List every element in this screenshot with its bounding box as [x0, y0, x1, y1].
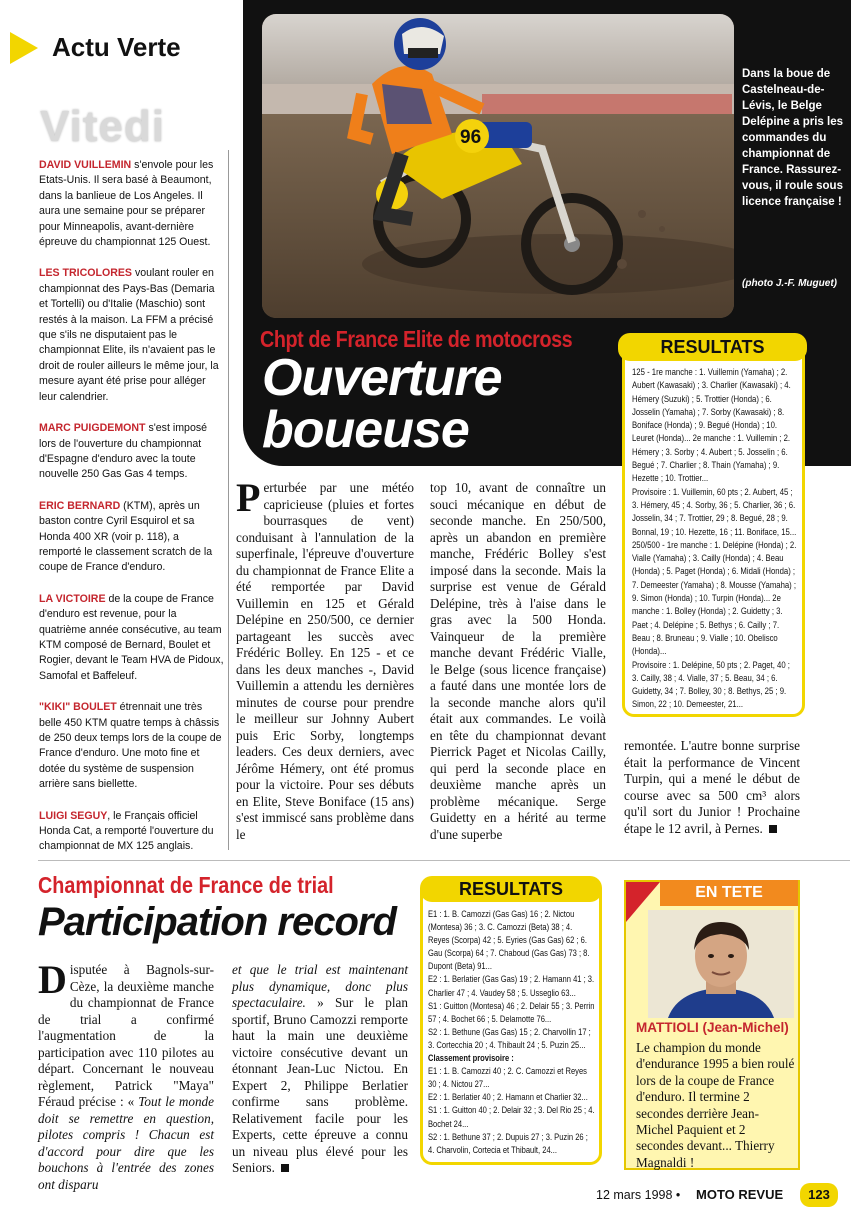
results-title: RESULTATS [420, 876, 602, 902]
issue-date: 12 mars 1998 • [596, 1188, 681, 1202]
en-tete-title: EN TETE [660, 880, 798, 906]
brief-item: LUIGI SEGUY, le Français officiel Honda Cat, a remporté l'ouverture du championnat de MX 125 anglais. [39, 809, 214, 853]
bike-number: 96 [460, 127, 482, 148]
article-column-2: top 10, avant de connaître un souci mécanique en début de seconde manche. En 250/500, après un abandon en première manche, Frédéric Bolley s'est imposé dans la seconde. Mais la surprise est venue de Gérald Delépine, très à l'aise dans le gras avec la 500 Honda. Vainqueur de la première manche devant Frédéric Vialle, le Belge (sous licence française) a fauté dans une montée lors de la seconde manche alors qu'il était aux commandes. Le voilà en tête du championnat devant Pierrick Paget et Nicolas Cailly, qui perd la seconde place en deuxième manche après un problème mécanique. Serge Guidetty en a hérité au terme d'une superbe [430, 480, 606, 842]
rubric-title: Vitedi [40, 102, 166, 151]
section-divider [38, 860, 850, 861]
results-line: E1 : 1. B. Camozzi 40 ; 2. C. Camozzi et Reyes 30 ; 4. Nictou 27... [428, 1066, 587, 1090]
trial-headline: Participation record [38, 900, 396, 944]
results-line: S1 : 1. Guitton 40 ; 2. Delair 32 ; 3. Del Rio 25 ; 4. Bochet 24... [428, 1105, 595, 1129]
rider-portrait [648, 910, 794, 1018]
photo-caption: Dans la boue de Castelneau-de-Lévis, le Belge Delépine a pris les commandes du championnat de France. Rassurez-vous, il roule sous licence française ! [742, 68, 843, 208]
trial-column-2: et que le trial est maintenant plus dynamique, donc plus spectaculaire. » Sur le plan sportif, Bruno Camozzi remporte haut la main une deuxième victoire consécutive devant un étonnant Jean-Luc Nictou. En Expert 2, Philippe Berlatier confirme sans problème. Relativement facile pour les Experts, cette épreuve a connu un niveau plus élevé pour les Seniors. [232, 962, 408, 1175]
results-text [632, 366, 797, 712]
magazine-name: MOTO REVUE [696, 1187, 784, 1202]
news-briefs-sidebar [39, 158, 224, 871]
results-line: E2 : 1. Berlatier 40 ; 2. Hamann et Charlier 32... [428, 1092, 588, 1103]
dropcap: P [236, 475, 261, 520]
results-line: S1 : Guitton (Montesa) 46 ; 2. Delair 55 ; 3. Perrin 57 ; 4. Bochet 66 ; 5. Delamotte 76... [428, 1000, 595, 1024]
results-line: E1 : 1. B. Camozzi (Gas Gas) 16 ; 2. Nictou (Montesa) 36 ; 3. C. Camozzi (Beta) 38 ; 4. Reyes (Scorpa) 42 ; 5. Eyries (Gas Gas) 62 ; 6. Gau (Scorpa) 64 ; 7. Chaboud (Gas Gas) 73 ; 8. Dupont (Beta) 91... [428, 909, 590, 972]
photo-credit: (photo J.-F. Muguet) [742, 278, 837, 289]
en-tete-text: Le champion du monde d'endurance 1995 a bien roulé lors de la coupe de France d'enduro. Il termine 2 secondes derrière Jean-Michel Paquient et 2 secondes devant... Thierry Magnaldi ! [636, 1040, 795, 1170]
section-arrow-icon [10, 32, 38, 64]
end-mark-icon [281, 1164, 289, 1172]
section-title: Actu Verte [52, 32, 181, 62]
article-column-1: Perturbée par une météo capricieuse (pluies et fortes bourrasques de vent) conduisant à l'annulation de la superfinale, l'épreuve d'ouverture du championnat de France Elite a été remportée par David Vuillemin en 125 et Gérald Delépine en 250/500, ce dernier partageant les succès avec Frédéric Bolley. En 125 - et ce dans les deux manches -, David Vuillemin a attendu les dernières minutes de course pour prendre le meilleur sur Johnny Aubert puis Eric Sorby, longtemps leaders. Ces deux derniers, avec Jérôme Hémery, ont été promus pour la victoire. Pour ses débuts en Elite, Steve Boniface (15 ans) s'est immiscé sans problème dans le [236, 475, 414, 842]
results-line: 250/500 - 1re manche : 1. Delépine (Honda) ; 2. Vialle (Yamaha) ; 3. Cailly (Honda) ; 4. Beau (Honda) ; 5. Paget (Honda) ; 6. Midali (Honda) ; 7. Demeester (Yamaha) ; 8. Mousse (Yamaha) ; 9. Simon (Honda) ; 10. Turpin (Honda)... 2e manche : 1. Bolley (Honda) ; 2. Guidetty ; 3. Paet ; 4. Delépine ; 5. Bethys ; 6. Cailly ; 7. Beau ; 8. Bruneau ; 9. Vialle ; 10. Obelisco (Honda)... [632, 539, 797, 657]
results-line: E2 : 1. Berlatier (Gas Gas) 19 ; 2. Hamann 41 ; 3. Charlier 47 ; 4. Vaudey 58 ; 5. Usseglio 63... [428, 974, 595, 998]
brief-item: DAVID VUILLEMIN s'envole pour les Etats-Unis. Il sera basé à Beaumont, dans la banlieue de Los Angeles. Il aura une semaine pour se préparer pour Minneapolis, avant-dernière épreuve du championnat 125 Ouest. [39, 159, 214, 249]
headline-line-1: Ouverture [262, 349, 502, 407]
brief-item: LA VICTOIRE de la coupe de France d'enduro est revenue, pour la quatrième année consécutive, au team KTM composé de Bernard, Boulet et Rogier, devant le Team HVA de Pidoux, Samofal et Baffeleuf. [39, 592, 224, 682]
results-line: S2 : 1. Bethune (Gas Gas) 15 ; 2. Charvollin 17 ; 3. Cortecchia 20 ; 4. Thibault 24 ; 5. Puzin 25... [428, 1026, 591, 1050]
rider-name: MATTIOLI (Jean-Michel) [636, 1020, 789, 1035]
page-number: 123 [800, 1183, 838, 1207]
column-divider [228, 150, 229, 850]
brief-item: ERIC BERNARD (KTM), après un baston contre Cyril Esquirol et sa Honda 400 XR (voir p. 118), a remporté le classement scratch de la coupe de France d'enduro. [39, 499, 213, 574]
results-line: Provisoire : 1. Vuillemin, 60 pts ; 2. Aubert, 45 ; 3. Hémery, 45 ; 4. Sorby, 36 ; 5. Charlier, 36 ; 6. Josselin, 34 ; 7. Trottier, 29 ; 8. Begué, 28 ; 9. Bonnal, 19 ; 10. Hezette, 16 ; 11. Boniface, 15... [632, 486, 797, 537]
results-line: 125 - 1re manche : 1. Vuillemin (Yamaha) ; 2. Aubert (Kawasaki) ; 3. Charlier (Kawasaki) ; 4. Hémery (Suzuki) ; 5. Trottier (Honda) ; 6. Josselin (Yamaha) ; 7. Sorby (Kawasaki) ; 8. Boniface (Honda) ; 9. Begué (Honda) ; 10. Leuret (Honda)... 2e manche : 1. Vuillemin ; 2. Hémery ; 3. Sorby ; 4. Aubert ; 5. Josselin ; 6. Begué ; 7. Charlier ; 8. Thain (Yamaha) ; 9. Hezette ; 10. Trottier... [632, 367, 791, 484]
rider-illustration [262, 14, 734, 318]
article-headline [262, 349, 612, 459]
brief-item: LES TRICOLORES voulant rouler en championnat des Pays-Bas (Demaria et Tortelli) ou d'Italie (Maschio) sont restés à la maison. La FFM a précisé que s'ils ne disputaient pas le championnat Elite, ils n'avaient pas le droit de rouler ailleurs le même jour, la mesure ayant été prise pour alléger leur calendrier. [39, 267, 219, 403]
trial-column-1: Disputée à Bagnols-sur-Cèze, la deuxième manche du championnat de France de trial a confirmé l'augmentation de la participation avec 110 pilotes au départ. Concernant le nouveau règlement, Patrick "Maya" Féraud précise : « Tout le monde doit se remettre en question, pilotes compris ! Chacun est d'accord pour dire que les bouchons à l'entrée des zones ont disparu [38, 957, 214, 1192]
article-column-3: remontée. L'autre bonne surprise était la performance de Vincent Turpin, qui a mené le début de course avec sa 500 cm³ alors qu'il sort du Junior ! Prochaine étape le 12 avril, à Pernes. [624, 738, 800, 836]
dropcap: D [38, 957, 67, 1002]
brief-item: MARC PUIGDEMONT s'est imposé lors de l'ouverture du championnat d'Espagne d'enduro avec la toute nouvelle 250 Gas Gas 4 temps. [39, 422, 208, 481]
trial-kicker: Championnat de France de trial [38, 872, 334, 898]
brief-item: "KIKI" BOULET étrennait une très belle 450 KTM quatre temps à châssis de 250 deux temps lors de la coupe de France d'enduro. Une moto fine et dotée du système de suspension arrière sans biellette. [39, 701, 222, 791]
results-line: Classement provisoire : [428, 1053, 514, 1064]
results-text [428, 908, 596, 1157]
results-line: S2 : 1. Bethune 37 ; 2. Dupuis 27 ; 3. Puzin 26 ; 4. Charvolin, Cortecia et Thibault, 24... [428, 1131, 588, 1155]
results-line: Provisoire : 1. Delépine, 50 pts ; 2. Paget, 40 ; 3. Cailly, 38 ; 4. Vialle, 37 ; 5. Beau, 34 ; 6. Guidetty, 34 ; 7. Bolley, 30 ; 8. Bethys, 25 ; 9. Simon, 22 ; 10. Demeester, 21... [632, 659, 790, 710]
headline-line-2: boueuse [262, 401, 469, 459]
motocross-photo [262, 14, 734, 318]
article-kicker: Chpt de France Elite de motocross [260, 326, 573, 352]
portrait-illustration [648, 910, 794, 1018]
results-title: RESULTATS [618, 333, 807, 361]
end-mark-icon [769, 825, 777, 833]
